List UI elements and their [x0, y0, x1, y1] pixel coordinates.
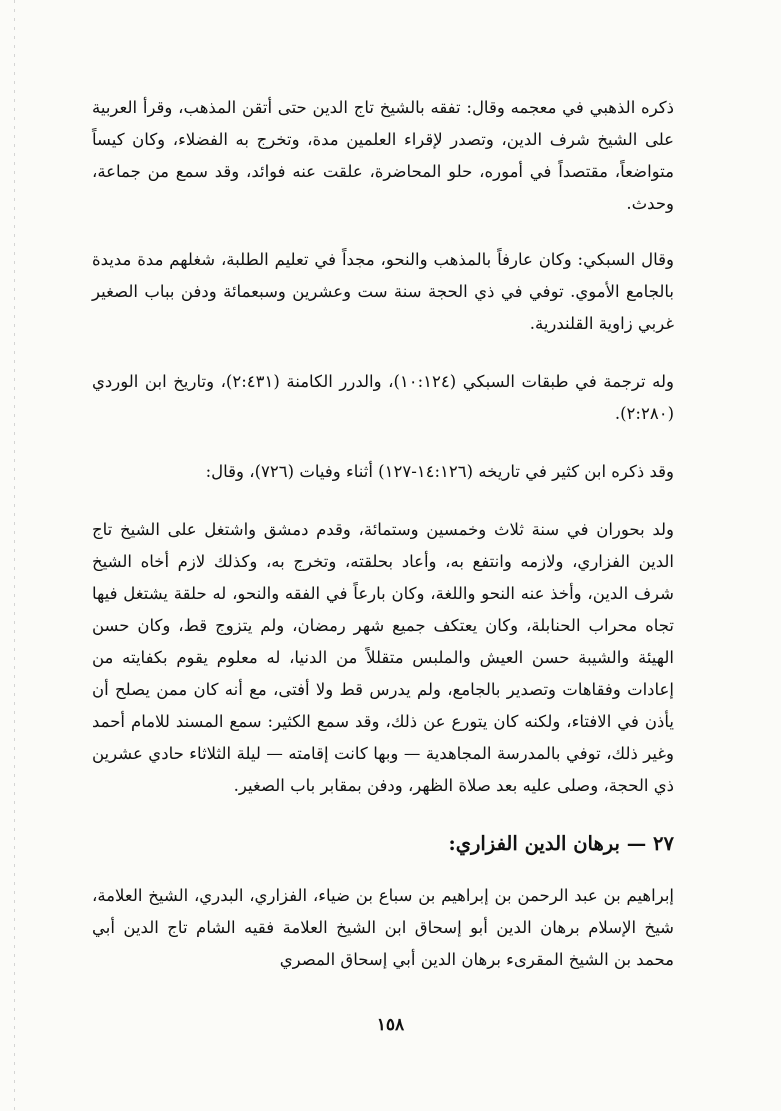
paragraph-references: وله ترجمة في طبقات السبكي (١٠:١٢٤)، والدرر الكامنة (٢:٤٣١)، وتاريخ ابن الوردي (٢:٢٨٠).: [92, 372, 674, 423]
paragraph-biography: ولد بحوران في سنة ثلاث وخمسين وستمائة، وقدم دمشق واشتغل على الشيخ تاج الدين الفزاري، ولازمه وانتفع به، وأعاد بحلقته، وتخرج به، وكذلك لازم أخاه الشيخ شرف الدين، وأخذ عنه النحو واللغة، وكان بارعاً في الفقه والنحو، له حلقة يشتغل فيها تجاه محراب الحنابلة، وكان يعتكف جميع شهر رمضان، ولم يتزوج قط، وكان حسن الهيئة والشيبة حسن العيش والملبس متقللاً من الدنيا، له معلوم يقوم بكفايته من إعادات وفقاهات وتصدير بالجامع، ولم يدرس قط ولا أفتى، مع أنه كان ممن يصلح أن يأذن في الافتاء، ولكنه كان يتورع عن ذلك، وقد سمع الكثير: سمع المسند للامام أحمد وغير ذلك، توفي بالمدرسة المجاهدية — وبها كانت إقامته — ليلة الثلاثاء حادي عشرين ذي الحجة، وصلى عليه بعد صلاة الظهر، ودفن بمقابر باب الصغير.: [92, 520, 674, 795]
entry-heading: ٢٧ — برهان الدين الفزاري:: [448, 832, 674, 855]
paragraph-ibn-kathir-intro: وقد ذكره ابن كثير في تاريخه (١٤:١٢٦-١٢٧) أثناء وفيات (٧٢٦)، وقال:: [205, 462, 674, 481]
paragraph-subki: وقال السبكي: وكان عارفاً بالمذهب والنحو، مجداً في تعليم الطلبة، شغلهم مدة مديدة بالجامع الأموي. توفي في ذي الحجة سنة ست وعشرين وسبعمائة ودفن بباب الصغير غربي زاوية القلندرية.: [92, 250, 674, 333]
paragraph-entry-27: إبراهيم بن عبد الرحمن بن إبراهيم بن سباع بن ضياء، الفزاري، البدري، الشيخ العلامة، شيخ الإسلام برهان الدين أبو إسحاق ابن الشيخ العلامة فقيه الشام تاج الدين أبي محمد بن الشيخ المقرىء برهان الدين أبي إسحاق المصري: [92, 886, 674, 969]
scan-edge-line: [14, 0, 15, 1111]
page-content: [92, 92, 674, 1002]
paragraph-dhahabi: ذكره الذهبي في معجمه وقال: تفقه بالشيخ تاج الدين حتى أتقن المذهب، وقرأ العربية على الشيخ شرف الدين، وتصدر لإقراء العلمين مدة، وتخرج به الفضلاء، وكان كيساً متواضعاً، مقتصداً في أموره، حلو المحاضرة، علقت عنه فوائد، وقد سمع من جماعة، وحدث.: [92, 98, 674, 213]
page-number: ١٥٨: [376, 1015, 405, 1035]
